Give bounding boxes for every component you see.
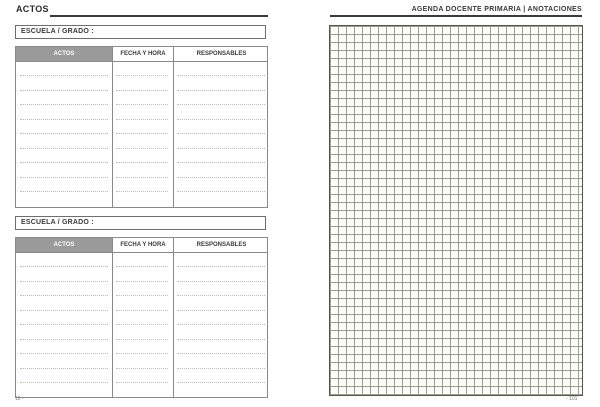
writing-line xyxy=(116,162,168,163)
writing-line xyxy=(20,295,108,296)
writing-line xyxy=(116,75,168,76)
writing-line xyxy=(116,177,168,178)
writing-line xyxy=(177,324,265,325)
writing-line xyxy=(116,148,168,149)
table-header xyxy=(16,47,267,62)
column-header-responsables: RESPONSABLES xyxy=(173,238,269,252)
writing-line xyxy=(20,162,108,163)
writing-line xyxy=(20,281,108,282)
title-rule xyxy=(330,15,582,17)
writing-line xyxy=(177,353,265,354)
title-rule xyxy=(50,15,268,17)
column-divider xyxy=(173,61,174,207)
writing-line xyxy=(20,368,108,369)
writing-line xyxy=(116,119,168,120)
writing-line xyxy=(116,266,168,267)
writing-line xyxy=(177,104,265,105)
writing-line xyxy=(116,353,168,354)
writing-line xyxy=(20,119,108,120)
writing-line xyxy=(116,324,168,325)
grid-notes-area xyxy=(329,25,583,396)
writing-line xyxy=(177,295,265,296)
writing-line xyxy=(177,119,265,120)
running-header: AGENDA DOCENTE PRIMARIA | ANOTACIONES xyxy=(411,6,582,13)
writing-line xyxy=(20,353,108,354)
writing-line xyxy=(20,177,108,178)
writing-line xyxy=(177,266,265,267)
writing-line xyxy=(177,382,265,383)
school-grade-box xyxy=(15,216,266,230)
school-grade-box xyxy=(15,25,266,39)
column-divider xyxy=(173,252,174,397)
writing-line xyxy=(116,191,168,192)
column-divider xyxy=(112,61,113,207)
writing-line xyxy=(177,162,265,163)
writing-line xyxy=(116,281,168,282)
writing-line xyxy=(20,191,108,192)
writing-line xyxy=(116,310,168,311)
writing-line xyxy=(116,368,168,369)
school-grade-label: ESCUELA / GRADO : xyxy=(21,219,94,226)
page-number-right: - 101 xyxy=(566,396,578,402)
writing-line xyxy=(177,75,265,76)
writing-line xyxy=(20,339,108,340)
page-number-left: 12 - xyxy=(15,396,24,402)
writing-line xyxy=(20,133,108,134)
writing-line xyxy=(116,104,168,105)
writing-line xyxy=(20,75,108,76)
column-header-actos: ACTOS xyxy=(16,238,112,252)
column-header-responsables: RESPONSABLES xyxy=(173,47,269,61)
acts-table xyxy=(15,237,268,398)
writing-line xyxy=(20,90,108,91)
school-grade-label: ESCUELA / GRADO : xyxy=(21,28,94,35)
column-divider xyxy=(112,252,113,397)
column-header-fecha-hora: FECHA Y HORA xyxy=(112,47,173,61)
writing-line xyxy=(177,281,265,282)
writing-line xyxy=(116,90,168,91)
table-header xyxy=(16,238,267,253)
writing-line xyxy=(116,339,168,340)
writing-line xyxy=(177,368,265,369)
writing-line xyxy=(20,324,108,325)
writing-line xyxy=(20,148,108,149)
column-header-actos: ACTOS xyxy=(16,47,112,61)
writing-line xyxy=(116,133,168,134)
acts-table xyxy=(15,46,268,208)
page-title: ACTOS xyxy=(16,4,49,14)
writing-line xyxy=(177,310,265,311)
writing-line xyxy=(177,148,265,149)
column-header-fecha-hora: FECHA Y HORA xyxy=(112,238,173,252)
writing-line xyxy=(177,191,265,192)
writing-line xyxy=(177,90,265,91)
writing-line xyxy=(116,295,168,296)
writing-line xyxy=(177,339,265,340)
writing-line xyxy=(20,382,108,383)
writing-line xyxy=(177,133,265,134)
writing-line xyxy=(20,266,108,267)
writing-line xyxy=(20,104,108,105)
writing-line xyxy=(177,177,265,178)
writing-line xyxy=(116,382,168,383)
writing-line xyxy=(20,310,108,311)
